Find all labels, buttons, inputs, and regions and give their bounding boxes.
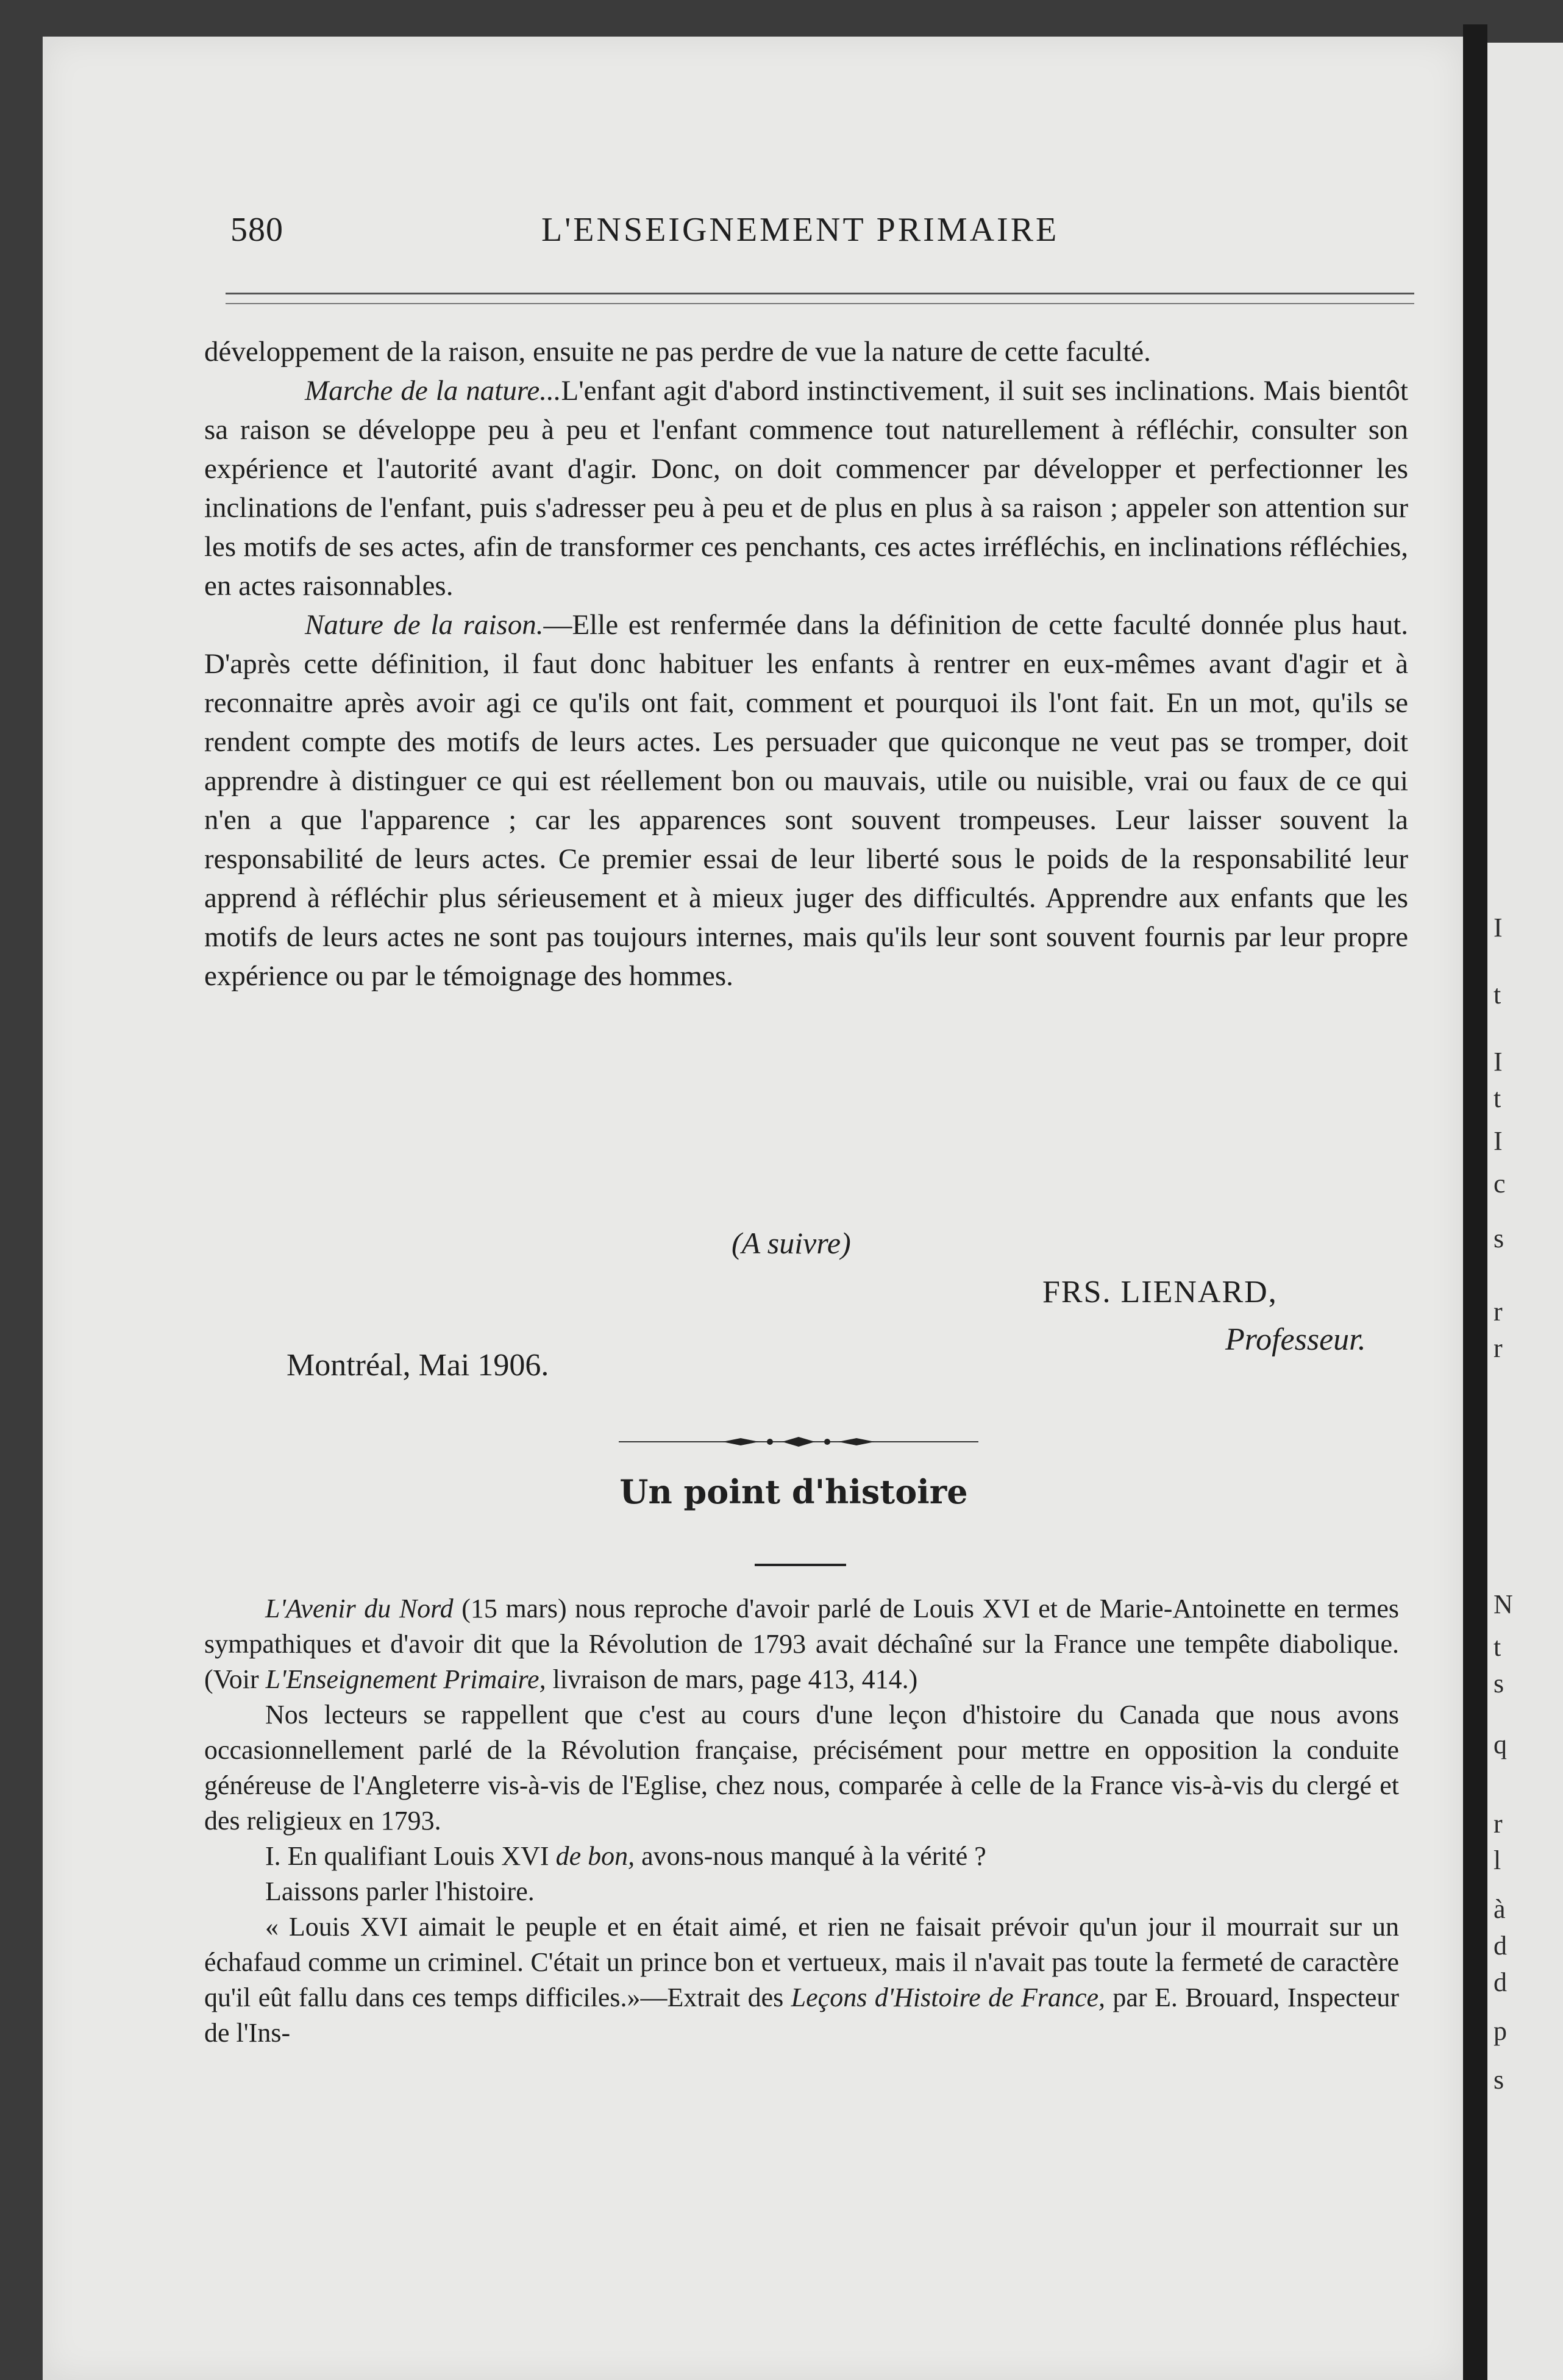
section-title: Un point d'histoire	[619, 1472, 968, 1511]
paragraph-1: L'Avenir du Nord (15 mars) nous reproche d'avoir parlé de Louis XVI et de Marie-Antoinette en termes sympathiques et d'avoir dit que la Révolution de 1793 avait déchaîné sur la France une tempête diabolique. (Voir L'Enseignement Primaire, livraison de mars, page 413, 414.)	[204, 1594, 1400, 1694]
author-role: Professeur.	[1225, 1322, 1366, 1357]
right-page-fragment: r	[1494, 1297, 1503, 1327]
right-page-fragment: q	[1494, 1730, 1507, 1759]
title-rule	[755, 1564, 846, 1566]
book-gutter	[1463, 24, 1487, 2380]
right-page-fragment: t	[1494, 1083, 1501, 1113]
right-page-fragment: I	[1494, 1126, 1503, 1156]
right-page-fragment: r	[1494, 1809, 1503, 1839]
author-name: FRS. LIENARD,	[1042, 1275, 1278, 1309]
right-page-fragment: s	[1494, 1669, 1504, 1698]
paragraph-5: « Louis XVI aimait le peuple et en était aimé, et rien ne faisait prévoir qu'un jour il mourrait sur un échafaud comme un criminel. C'était un prince bon et vertueux, mais il n'avait pas toute la fermeté de caractère qu'il eût fallu dans ces temps difficiles.»—Extrait des Leçons d'Histoire de France, par E. Brouard, Inspecteur de l'Ins-	[204, 1912, 1400, 2048]
right-page-fragment: I	[1494, 913, 1503, 942]
header-rule	[226, 293, 1414, 304]
right-page-edge	[1487, 43, 1563, 2380]
paragraph-3: Nature de la raison.—Elle est renfermée dans la définition de cette faculté donnée plus haut. D'après cette définition, il faut donc habituer les enfants à rentrer en eux-mêmes avant d'agir et à reconnaitre après avoir agi ce qu'ils ont fait, comment et pourquoi ils l'ont fait. En un mot, qu'ils se rendent compte des motifs de leurs actes. Les persuader que quiconque ne veut pas se tromper, doit apprendre à distinguer ce qui est réellement bon ou mauvais, utile ou nuisible, vrai ou faux de ce qui n'en a que l'apparence ; car les apparences sont souvent trompeuses. Leur laisser souvent la responsabilité de leurs actes. Ce premier essai de leur liberté sous le poids de la responsabilité leur apprend à réfléchir plus sérieusement et à mieux juger des difficultés. Apprendre aux enfants que les motifs de leurs actes ne sont pas toujours internes, mais qu'ils leur sont souvent fournis par leur propre expérience ou par le témoignage des hommes.	[204, 609, 1408, 992]
right-page-fragment: s	[1494, 2065, 1504, 2095]
right-page-fragment: à	[1494, 1894, 1506, 1924]
paragraph-4: Laissons parler l'histoire.	[265, 1876, 535, 1906]
right-page-fragment: l	[1494, 1845, 1501, 1875]
right-page-fragment: s	[1494, 1224, 1504, 1253]
article2-body	[204, 1591, 1399, 2051]
paragraph-2: Nos lecteurs se rappellent que c'est au cours d'une leçon d'histoire du Canada que nous avons occasionnellement parlé de la Révolution française, précisément pour mettre en opposition la conduite généreuse de l'Angleterre vis-à-vis de l'Eglise, chez nous, comparée à celle de la France vis-à-vis du clergé et des religieux en 1793.	[204, 1700, 1399, 1836]
running-title: L'ENSEIGNEMENT PRIMAIRE	[541, 211, 1059, 249]
page-header	[230, 210, 1413, 259]
paragraph-2: Marche de la nature...L'enfant agit d'abord instinctivement, il suit ses inclinations. Mais bientôt sa raison se développe peu à peu et l'enfant commence tout naturellement à réfléchir, consulter son expérience et l'autorité avant d'agir. Donc, on doit commencer par développer et perfectionner les inclinations de l'enfant, puis s'adresser peu à peu et de plus en plus à sa raison ; appeler son attention sur les motifs de ses actes, afin de transformer ces penchants, ces actes irréfléchis, en inclinations réfléchies, en actes raisonnables.	[204, 375, 1408, 602]
right-page-fragment: I	[1494, 1047, 1503, 1077]
right-page-fragment: t	[1494, 980, 1501, 1010]
right-page-fragment: r	[1494, 1333, 1503, 1363]
to-be-continued: (A suivre)	[732, 1226, 851, 1260]
right-page-fragment: d	[1494, 1931, 1507, 1961]
paragraph-lead: Marche de la nature...	[305, 375, 561, 407]
paragraph-3: I. En qualifiant Louis XVI de bon, avons-nous manqué à la vérité ?	[265, 1841, 986, 1871]
ornament-divider	[619, 1433, 978, 1451]
right-page-fragment: N	[1494, 1589, 1513, 1619]
paragraph-1: développement de la raison, ensuite ne pas perdre de vue la nature de cette faculté.	[204, 336, 1151, 368]
paragraph-lead: Nature de la raison.	[305, 609, 544, 641]
article-body	[204, 332, 1408, 996]
right-page-fragment: c	[1494, 1169, 1506, 1199]
right-page-fragment: t	[1494, 1632, 1501, 1662]
page-number: 580	[230, 211, 283, 249]
place-date: Montréal, Mai 1906.	[287, 1348, 549, 1383]
right-page-fragment: p	[1494, 2016, 1507, 2046]
right-page-fragment: d	[1494, 1967, 1507, 1997]
